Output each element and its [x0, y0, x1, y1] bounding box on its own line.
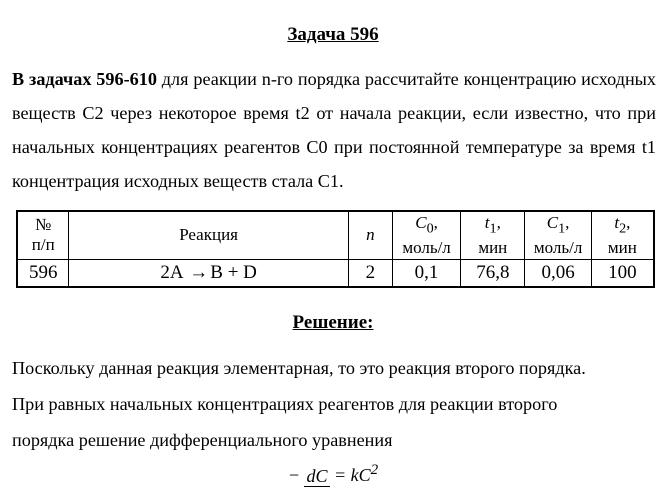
header-reaction: Реакция [69, 211, 348, 259]
header-c1-sub: 1 [558, 219, 566, 236]
header-t1-unit: мин [478, 237, 508, 257]
header-t2-sub: 2 [619, 219, 627, 236]
formula-numerator: dC [306, 466, 328, 487]
solution-line-1: Поскольку данная реакция элементарная, то это реакция второго порядка. [12, 358, 586, 378]
solution-title: Решение: [292, 312, 374, 333]
reaction-reactants: 2A [160, 261, 183, 283]
header-c1-unit: моль/л [533, 237, 583, 257]
task-condition [12, 62, 656, 198]
header-num-label: п/п [31, 235, 55, 255]
table-row [17, 259, 654, 287]
header-t1: $t_1$, мин [461, 211, 525, 259]
header-t1-sub: 1 [489, 219, 497, 236]
table-header-row [17, 211, 654, 259]
cell-t1: 76,8 [461, 259, 525, 287]
header-t2: $t_2$, мин [591, 211, 654, 259]
reaction-products: B + D [210, 261, 257, 283]
cell-reaction [69, 259, 348, 287]
header-t1-symbol: t [484, 212, 490, 232]
solution-line-2: При равных начальных концентрациях реагентов для реакции второго [12, 394, 558, 414]
cell-t2: 100 [591, 259, 654, 287]
formula-rhs: = kC [334, 465, 371, 485]
cell-c0: 0,1 [392, 259, 460, 287]
header-c1-symbol: C [546, 212, 559, 232]
solution-line-3: порядка решение дифференциального уравнения [12, 430, 393, 450]
header-c1: $C_1$, моль/л [525, 211, 591, 259]
header-c0-symbol: C [415, 212, 427, 232]
cell-c1: 0,06 [525, 259, 591, 287]
data-table [16, 210, 655, 288]
formula-minus: − [287, 465, 300, 485]
reaction-arrow-icon: → [189, 261, 209, 283]
header-c0-sub: 0 [426, 219, 434, 236]
header-t2-unit: мин [607, 237, 637, 257]
task-condition-bold: В задачах 596-610 [12, 69, 157, 89]
header-c0: $C_0$, моль/л [392, 211, 460, 259]
differential-equation [0, 460, 666, 487]
header-n: n [348, 211, 392, 259]
cell-n: 2 [348, 259, 392, 287]
header-num-symbol: № [35, 215, 52, 235]
header-c0-unit: моль/л [402, 237, 451, 257]
task-condition-text: для реакции n-го порядка рассчитайте концентрацию исходных веществ С2 через некоторое время t2 от начала реакции, если известно, что при начальных концентрациях реагентов С0 при постоянной температуре за время t1 концентрация исходных веществ стала С1. [12, 69, 656, 191]
header-num [17, 211, 69, 259]
cell-num: 596 [17, 259, 69, 287]
solution-text [12, 350, 656, 458]
header-t2-symbol: t [614, 212, 620, 232]
formula-power: 2 [370, 462, 379, 478]
task-title: Задача 596 [287, 24, 379, 45]
formula-fraction [304, 466, 329, 487]
